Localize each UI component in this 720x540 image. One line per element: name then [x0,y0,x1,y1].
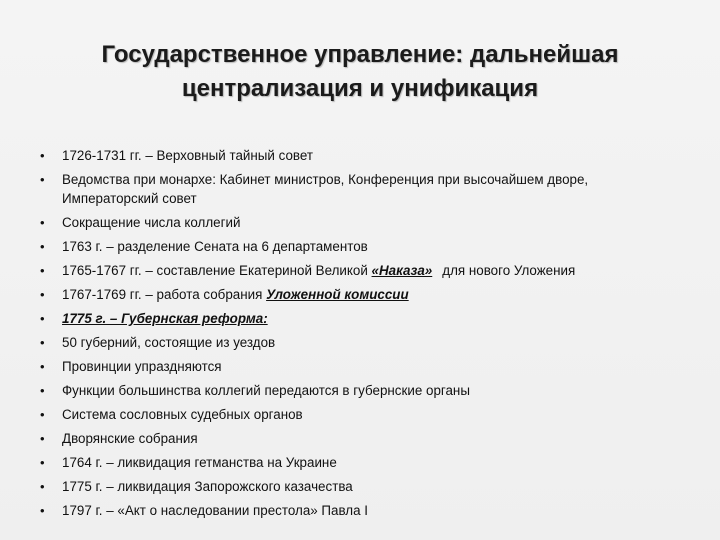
commission-link[interactable]: Уложенной комиссии [266,287,409,302]
item-text: 1726-1731 гг. – Верховный тайный совет [62,148,314,163]
item-text: 50 губерний, состоящие из уездов [62,335,276,350]
list-item [36,381,686,400]
list-item [36,285,686,304]
item-text: Провинции упраздняются [62,359,222,374]
item-text: для нового Уложения [442,263,576,278]
bullet-list [36,146,686,525]
item-text: 1797 г. – «Акт о наследовании престола» Павла I [62,503,369,518]
list-item [36,429,686,448]
list-item [36,333,686,352]
bullet-icon: • [40,503,45,518]
list-item [36,357,686,376]
list-item [36,237,686,256]
list-item [36,477,686,496]
bullet-icon: • [40,359,45,374]
list-item [36,501,686,520]
bullet-icon: • [40,239,45,254]
item-text: Функции большинства коллегий передаются в губернские органы [62,383,470,398]
bullet-icon: • [40,287,45,302]
item-text: Ведомства при монархе: Кабинет министров, Конференция при высочайшем дворе, Императорский совет [62,172,589,206]
bullet-icon: • [40,479,45,494]
list-item [36,170,686,208]
slide-title [40,38,680,106]
title-line-1: Государственное управление: дальнейшая [101,41,619,68]
item-text: Система сословных судебных органов [62,407,303,422]
title-line-2: централизация и унификация [181,75,539,102]
list-item [36,309,686,328]
list-item [36,261,686,280]
bullet-icon: • [40,383,45,398]
bullet-icon: • [40,215,45,230]
bullet-icon: • [40,455,45,470]
item-text: 1767-1769 гг. – работа собрания [62,287,267,302]
bullet-icon: • [40,311,45,326]
nakaz-link[interactable]: «Наказа» [371,263,433,278]
item-text: 1764 г. – ликвидация гетманства на Украине [62,455,337,470]
item-text: 1775 г. – ликвидация Запорожского казачества [62,479,353,494]
reform-link[interactable]: 1775 г. – Губернская реформа: [62,311,268,326]
bullet-icon: • [40,407,45,422]
bullet-icon: • [40,148,45,163]
item-text: Сокращение числа коллегий [62,215,241,230]
list-item [36,453,686,472]
bullet-icon: • [40,431,45,446]
bullet-icon: • [40,172,45,187]
list-item [36,146,686,165]
item-text: 1763 г. – разделение Сената на 6 департаментов [62,239,368,254]
item-text: 1765-1767 гг. – составление Екатериной Великой [62,263,372,278]
list-item [36,213,686,232]
item-text: Дворянские собрания [62,431,198,446]
list-item [36,405,686,424]
bullet-icon: • [40,263,45,278]
bullet-icon: • [40,335,45,350]
